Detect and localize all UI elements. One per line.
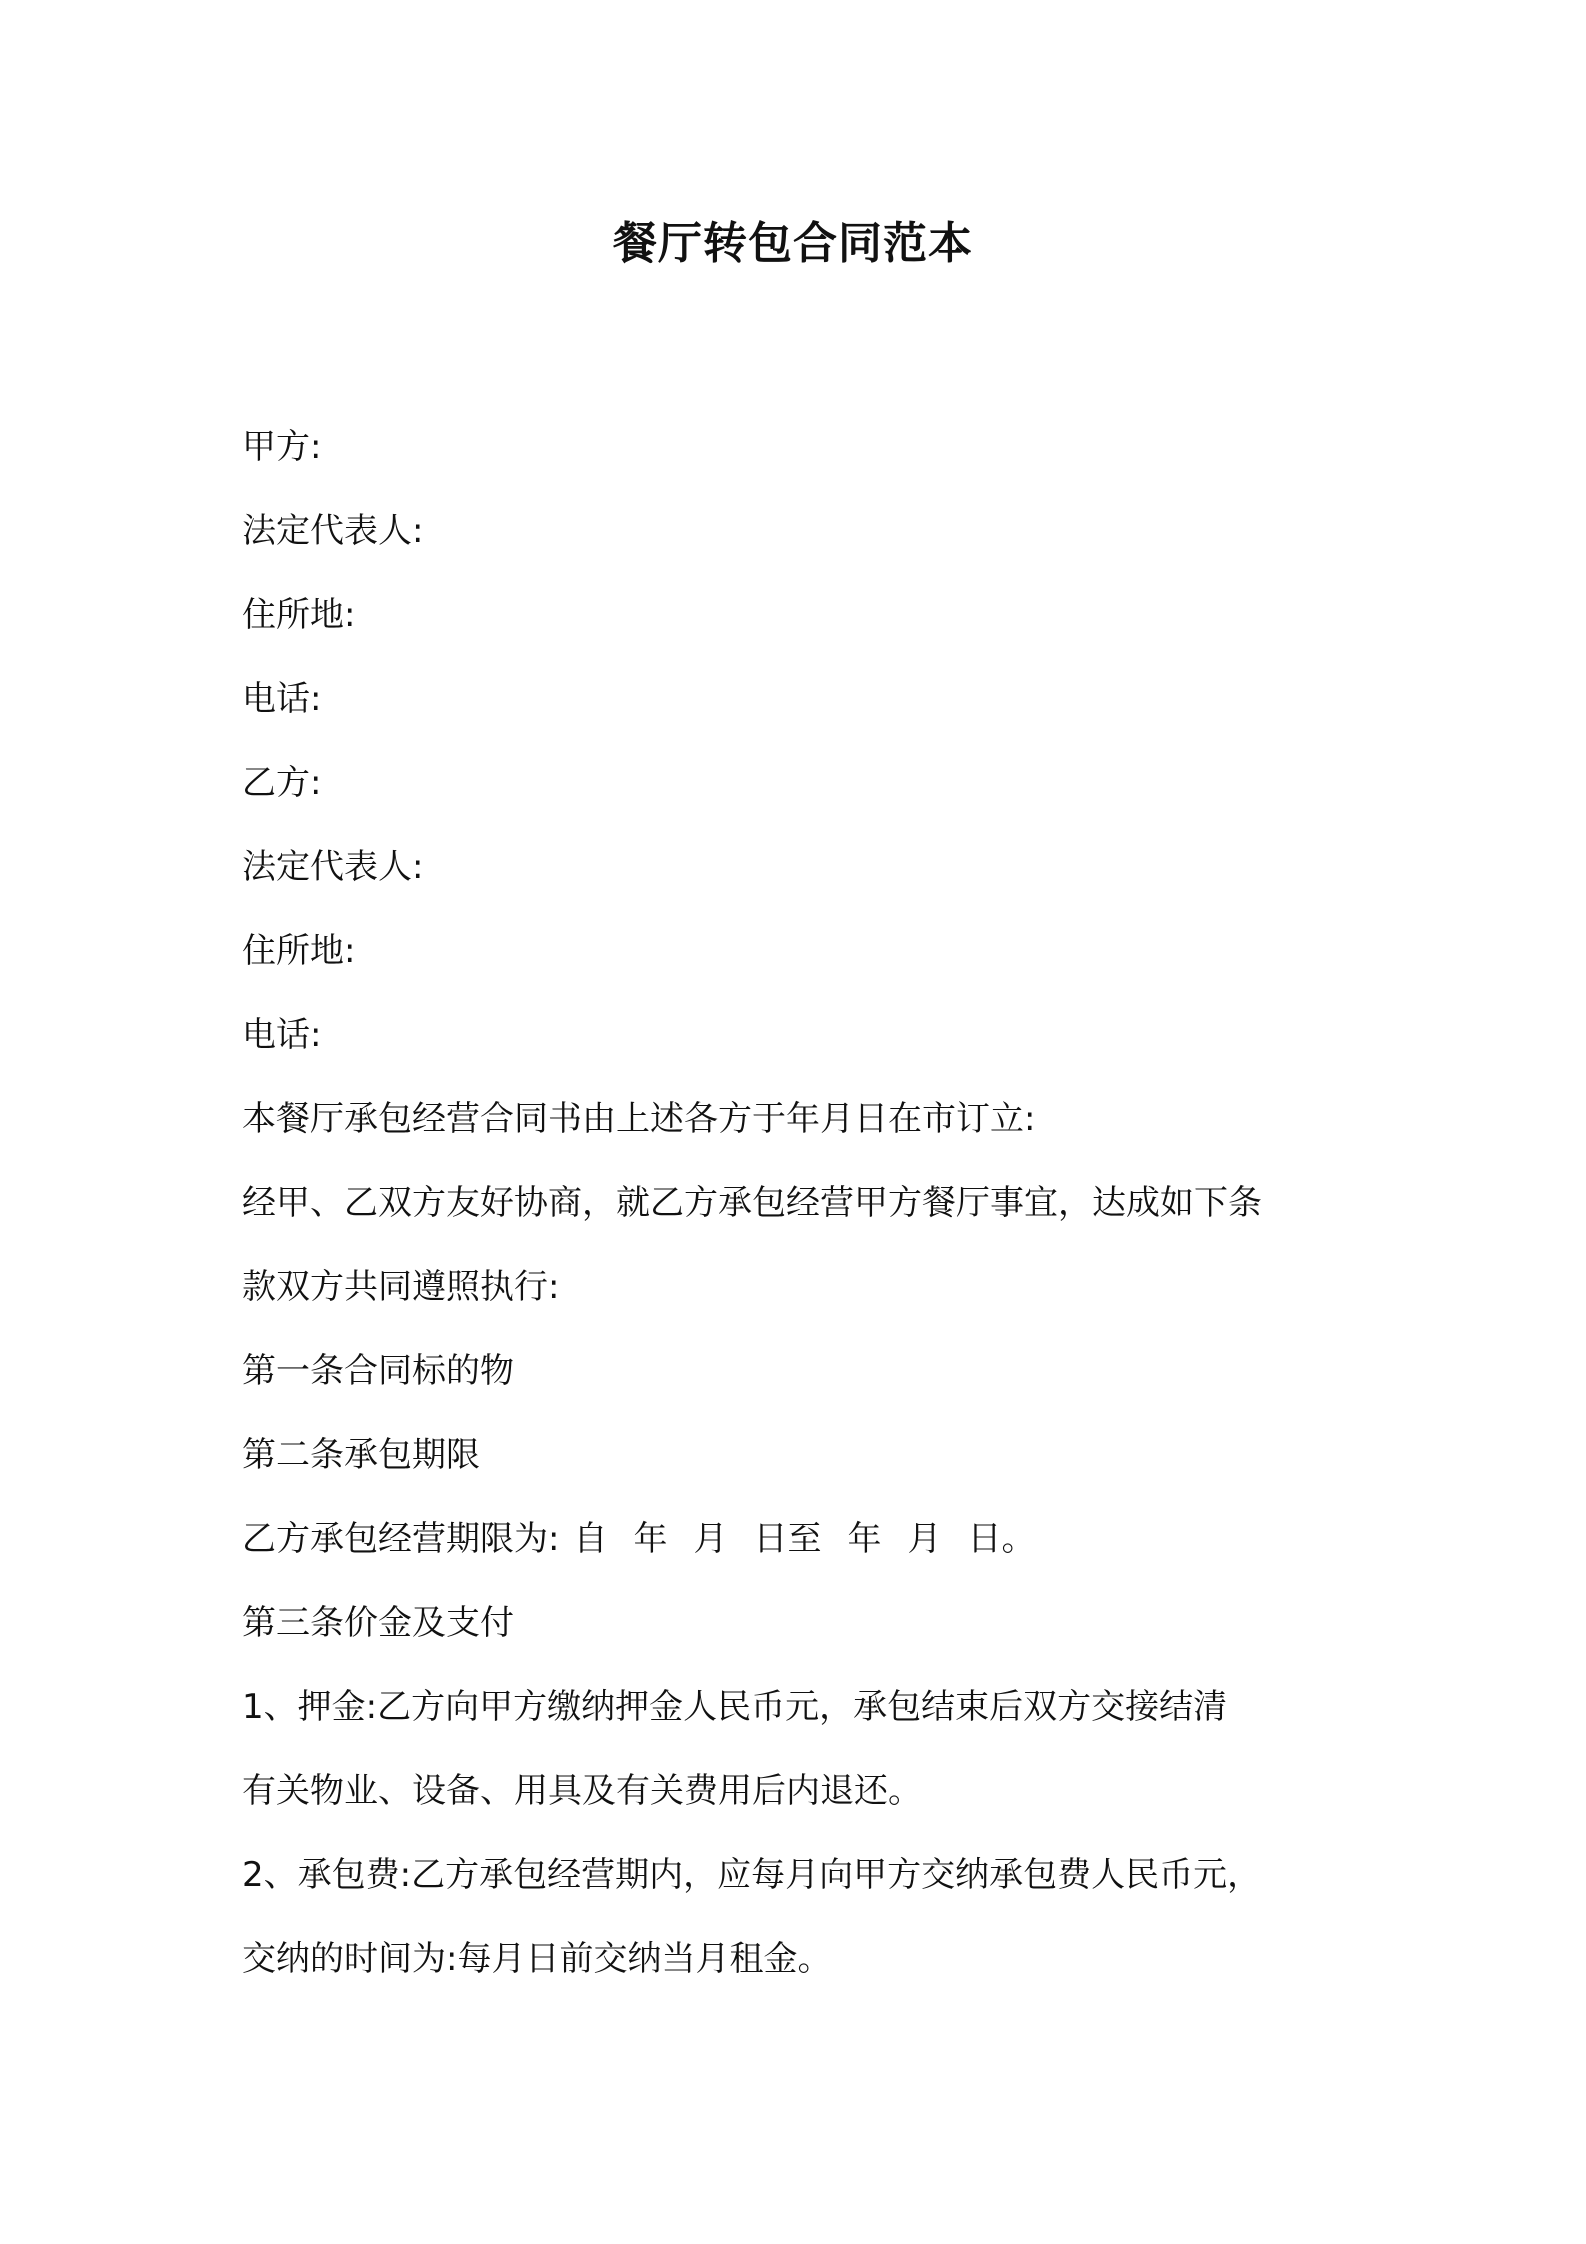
party-a-label: 甲方: xyxy=(242,427,322,467)
clause-2-line-1: 2、承包费:乙方承包经营期内，应每月向甲方交纳承包费人民币元， xyxy=(242,1855,1262,1895)
term-year-2: 年 xyxy=(847,1519,882,1559)
party-a-phone: 电话: xyxy=(242,679,322,719)
party-b-representative: 法定代表人: xyxy=(242,847,424,887)
term-lead: 乙方承包经营期限为: xyxy=(242,1519,560,1559)
contract-intro: 本餐厅承包经营合同书由上述各方于年月日在市订立: xyxy=(242,1099,1036,1139)
contract-term-line xyxy=(242,1497,1362,1581)
party-b-label: 乙方: xyxy=(242,763,322,803)
term-year-1: 年 xyxy=(633,1519,668,1559)
preamble-line-1: 经甲、乙双方友好协商，就乙方承包经营甲方餐厅事宜，达成如下条 xyxy=(242,1183,1262,1223)
clause-2-line-2: 交纳的时间为:每月日前交纳当月租金。 xyxy=(242,1939,832,1979)
preamble-line-2: 款双方共同遵照执行: xyxy=(242,1267,560,1307)
term-day-to: 日至 xyxy=(753,1519,822,1559)
term-day-end: 日。 xyxy=(967,1519,1036,1559)
document-title: 餐厅转包合同范本 xyxy=(613,218,973,269)
clause-1-line-1: 1、押金:乙方向甲方缴纳押金人民币元，承包结束后双方交接结清 xyxy=(242,1687,1228,1727)
article-3-heading: 第三条价金及支付 xyxy=(242,1603,514,1643)
term-month-2: 月 xyxy=(907,1519,942,1559)
party-a-address: 住所地: xyxy=(242,595,356,635)
article-1-heading: 第一条合同标的物 xyxy=(242,1351,514,1391)
article-2-heading: 第二条承包期限 xyxy=(242,1435,480,1475)
term-from: 自 xyxy=(573,1519,608,1559)
party-a-representative: 法定代表人: xyxy=(242,511,424,551)
clause-1-line-2: 有关物业、设备、用具及有关费用后内退还。 xyxy=(242,1771,922,1811)
party-b-phone: 电话: xyxy=(242,1015,322,1055)
term-month-1: 月 xyxy=(693,1519,728,1559)
party-b-address: 住所地: xyxy=(242,931,356,971)
document-body xyxy=(242,405,1362,2001)
